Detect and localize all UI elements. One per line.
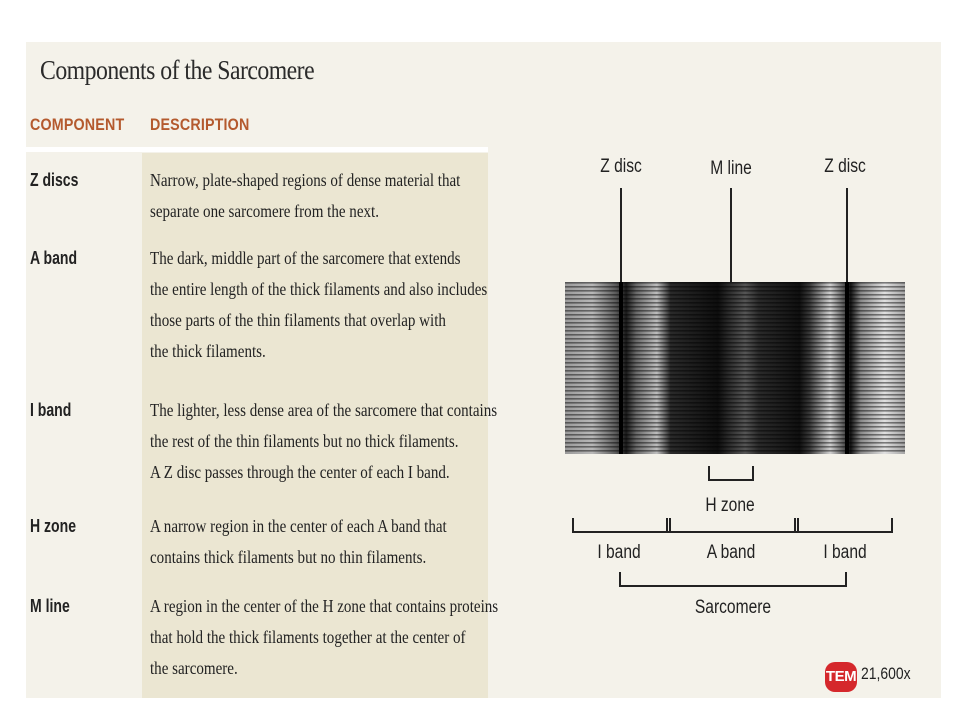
h-zone-bracket — [708, 479, 754, 481]
label-a-band: A band — [706, 542, 756, 563]
component-h-zone: H zone — [30, 516, 77, 536]
band-bracket-tick — [794, 518, 796, 532]
description-line: Narrow, plate-shaped regions of dense material that — [150, 170, 461, 190]
column-header-description: DESCRIPTION — [150, 115, 250, 134]
leader-line-z-disc-left — [620, 188, 622, 288]
component-z-discs: Z discs — [30, 170, 79, 190]
label-z-disc-left: Z disc — [600, 156, 642, 177]
leader-line-z-disc-right — [846, 188, 848, 288]
description-z-discs — [150, 165, 460, 227]
description-a-band — [150, 243, 487, 367]
band-bracket-line — [572, 531, 893, 533]
label-i-band-right: I band — [823, 542, 867, 563]
band-bracket-tick — [666, 518, 668, 532]
description-m-line — [150, 591, 498, 684]
description-line: those parts of the thin filaments that overlap with — [150, 310, 446, 330]
description-line: A narrow region in the center of each A band that — [150, 516, 447, 536]
component-a-band: A band — [30, 248, 78, 268]
leader-line-m-line — [730, 188, 732, 288]
sarcomere-micrograph — [565, 282, 905, 454]
sarcomere-bracket — [619, 585, 847, 587]
band-bracket-tick — [797, 518, 799, 532]
sarcomere-bracket-left — [619, 572, 621, 586]
description-line: separate one sarcomere from the next. — [150, 201, 379, 221]
description-line: contains thick filaments but no thin filaments. — [150, 547, 427, 567]
sarcomere-bracket-right — [845, 572, 847, 586]
band-bracket-tick — [572, 518, 574, 532]
band-bracket-tick — [891, 518, 893, 532]
tem-badge: TEM — [825, 662, 857, 692]
band-bracket-tick — [669, 518, 671, 532]
description-line: The dark, middle part of the sarcomere that extends — [150, 248, 461, 268]
column-header-component: COMPONENT — [30, 115, 125, 134]
description-line: the thick filaments. — [150, 341, 266, 361]
magnification-label: 21,600x — [861, 664, 911, 683]
description-line: that hold the thick filaments together at the center of — [150, 627, 466, 647]
description-line: the sarcomere. — [150, 658, 238, 678]
label-h-zone: H zone — [705, 495, 755, 516]
description-line: A region in the center of the H zone that contains proteins — [150, 596, 499, 616]
label-z-disc-right: Z disc — [824, 156, 866, 177]
label-sarcomere: Sarcomere — [694, 597, 772, 618]
label-i-band-left: I band — [597, 542, 641, 563]
description-line: the rest of the thin filaments but no thick filaments. — [150, 431, 459, 451]
h-zone-bracket-right — [752, 466, 754, 480]
page-title: Components of the Sarcomere — [40, 55, 315, 85]
h-zone-bracket-left — [708, 466, 710, 480]
description-h-zone — [150, 511, 447, 573]
description-line: The lighter, less dense area of the sarcomere that contains — [150, 400, 498, 420]
description-i-band — [150, 395, 497, 488]
description-line: the entire length of the thick filaments and also includes — [150, 279, 488, 299]
component-m-line: M line — [30, 596, 70, 616]
description-line: A Z disc passes through the center of each I band. — [150, 462, 450, 482]
component-i-band: I band — [30, 400, 72, 420]
micrograph-image — [565, 282, 905, 454]
label-m-line: M line — [710, 158, 752, 179]
header-divider — [26, 147, 488, 152]
